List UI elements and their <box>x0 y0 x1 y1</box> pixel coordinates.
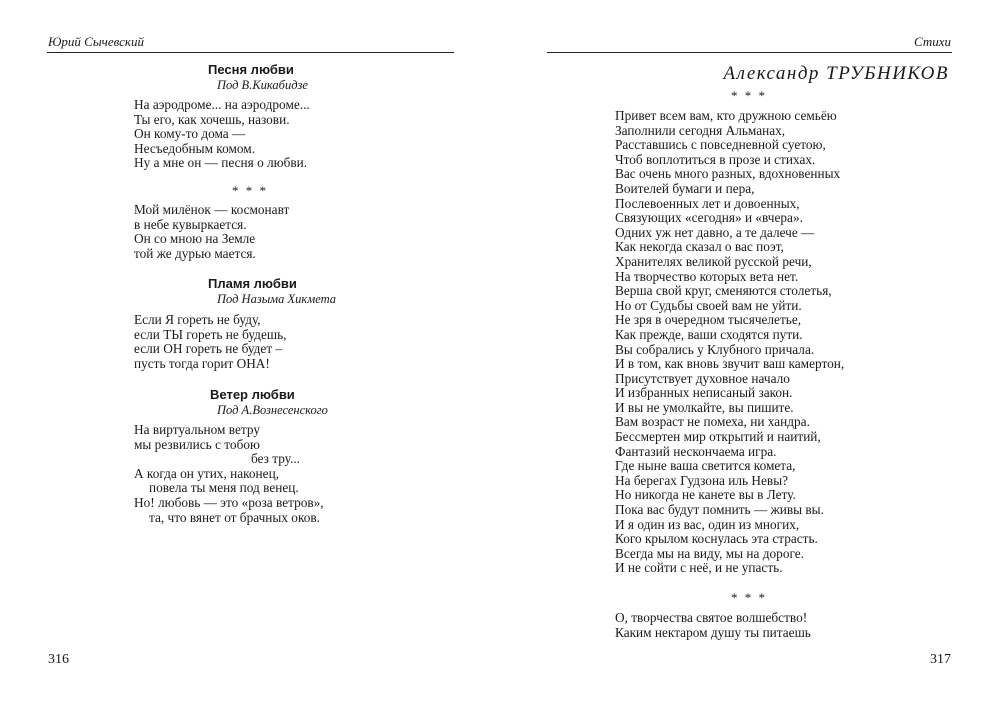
header-rule-left <box>47 52 454 53</box>
poem-line: Где ныне ваша светится комета, <box>615 458 796 474</box>
running-head-left: Юрий Сычевский <box>48 34 144 49</box>
poem-stanza <box>134 203 289 261</box>
poem-line: На творчество которых вета нет. <box>615 268 799 284</box>
poem-line: той же дурью мается. <box>134 245 256 261</box>
poem-stanza <box>134 423 324 525</box>
poem-line: И избранных неписаный закон. <box>615 385 793 401</box>
poem-line: И в том, как вновь звучит ваш камертон, <box>615 356 845 372</box>
poem-title-block <box>180 387 400 418</box>
poem-line: Хранителях великой русской речи, <box>615 253 812 269</box>
poem-line: Заполнили сегодня Альманах, <box>615 122 786 138</box>
poem-line: Всегда мы на виду, мы на дороге. <box>615 545 804 561</box>
poem-line: если ТЫ гореть не будешь, <box>134 326 287 342</box>
poem-title: Пламя любви <box>208 276 297 291</box>
poem-title-block <box>180 62 380 93</box>
poem-line: Фантазий нескончаема игра. <box>615 443 777 459</box>
poem-line: та, что вянет от брачных оков. <box>149 509 320 525</box>
poem-subtitle: Под А.Вознесенского <box>217 403 328 417</box>
poem-line: Но! любовь — это «роза ветров», <box>134 494 324 510</box>
poem-line: И вы не умолкайте, вы пишите. <box>615 399 794 415</box>
poem-line: Но от Судьбы своей вам не уйти. <box>615 297 802 313</box>
poem-line: И не сойти с неё, и не упасть. <box>615 560 783 576</box>
poem-line: мы резвились с тобою <box>134 436 260 452</box>
poem-line: Вы собрались у Клубного причала. <box>615 341 815 357</box>
poem-line: Ну а мне он — песня о любви. <box>134 155 308 171</box>
poem-stanza <box>615 109 844 576</box>
stars-divider: * * * <box>731 88 767 103</box>
page-number-left: 316 <box>48 652 69 667</box>
page-number-right: 317 <box>930 652 951 667</box>
poem-line: Несъедобным комом. <box>134 140 256 156</box>
poem-line: Присутствует духовное начало <box>615 370 790 386</box>
poem-line: Кого крылом коснулась эта страсть. <box>615 531 818 547</box>
poem-line: повела ты меня под венец. <box>149 480 299 496</box>
poem-line: На виртуальном ветру <box>134 422 260 437</box>
poem-line: пусть тогда горит ОНА! <box>134 355 270 371</box>
poem-stanza <box>134 98 310 171</box>
header-rule-right <box>547 52 952 53</box>
poem-line: Одних уж нет давно, а те далече — <box>615 224 815 240</box>
poem-line: О, творчества святое волшебство! <box>615 610 808 625</box>
poem-line: А когда он утих, наконец, <box>134 465 280 481</box>
poem-line: Расставшись с повседневной суетою, <box>615 137 826 153</box>
poem-line: Вам возраст не помеха, ни хандра. <box>615 414 810 430</box>
poem-line: Привет всем вам, кто дружною семьёю <box>615 108 837 123</box>
poem-line: Вас очень много разных, вдохновенных <box>615 166 841 182</box>
poem-line: в небе кувыркается. <box>134 216 247 232</box>
right-page <box>500 0 1000 707</box>
poem-subtitle: Под В.Кикабидзе <box>217 78 308 92</box>
poem-line: Не зря в очередном тысячелетье, <box>615 312 802 328</box>
poem-line: Мой милёнок — космонавт <box>134 202 290 217</box>
poem-line: Как некогда сказал о вас поэт, <box>615 239 784 255</box>
poem-line: Чтоб воплотиться в прозе и стихах. <box>615 151 816 167</box>
poem-line: Но никогда не канете вы в Лету. <box>615 487 796 503</box>
poem-line: Как прежде, ваши сходятся пути. <box>615 326 803 342</box>
poem-title-block <box>180 276 400 307</box>
poem-line: если ОН гореть не будет – <box>134 341 283 357</box>
poem-line: Связующих «сегодня» и «вчера». <box>615 210 803 226</box>
poem-line: Он кому-то дома — <box>134 126 246 142</box>
poem-line: Пока вас будут помнить — живы вы. <box>615 502 824 518</box>
author-name: Александр ТРУБНИКОВ <box>723 63 949 84</box>
poem-line: без тру... <box>251 451 300 467</box>
poem-line: Верша свой круг, сменяются столетья, <box>615 283 832 299</box>
poem-line: Бессмертен мир открытий и наитий, <box>615 429 821 445</box>
running-head-right: Стихи <box>913 34 951 49</box>
poem-line: Он со мною на Земле <box>134 231 256 247</box>
stars-divider: * * * <box>232 183 268 198</box>
poem-title: Ветер любви <box>210 387 295 402</box>
poem-line: И я один из вас, один из многих, <box>615 516 800 532</box>
poem-line: Если Я гореть не буду, <box>134 312 261 327</box>
poem-line: Каким нектаром душу ты питаешь <box>615 624 811 640</box>
poem-line: Ты его, как хочешь, назови. <box>134 111 290 127</box>
poem-stanza <box>134 313 286 371</box>
poem-stanza <box>615 611 811 640</box>
poem-subtitle: Под Назыма Хикмета <box>217 292 337 306</box>
poem-line: Воителей бумаги и пера, <box>615 180 755 196</box>
poem-title: Песня любви <box>208 62 294 77</box>
stars-divider: * * * <box>731 590 767 605</box>
poem-line: Послевоенных лет и довоенных, <box>615 195 800 211</box>
poem-line: На аэродроме... на аэродроме... <box>134 97 310 112</box>
poem-line: На берегах Гудзона иль Невы? <box>615 472 789 488</box>
